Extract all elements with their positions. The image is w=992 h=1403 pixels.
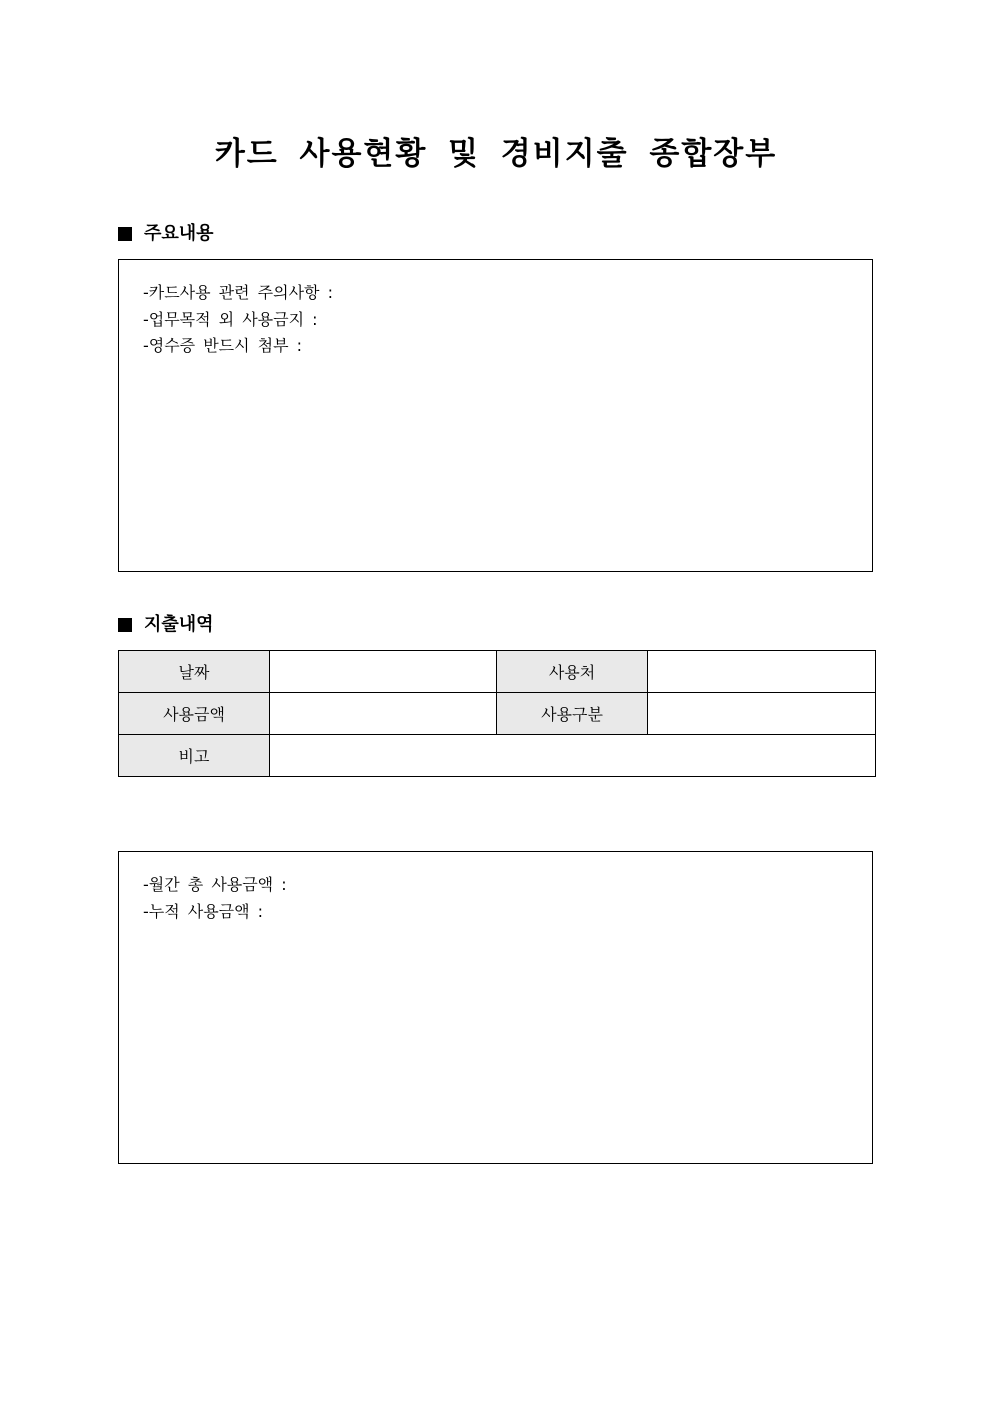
date-label: 날짜 [119,651,270,693]
totals-box[interactable] [118,851,873,1164]
summary-section-heading [118,222,214,246]
summary-line-card-notice: -카드사용 관련 주의사항 : [143,283,333,302]
summary-heading-text: 주요내용 [144,223,214,244]
square-bullet-icon [118,618,132,632]
totals-line-monthly: -월간 총 사용금액 : [143,875,287,894]
expense-table [118,650,876,777]
summary-box[interactable] [118,259,873,572]
square-bullet-icon [118,227,132,241]
summary-line-receipt: -영수증 반드시 첨부 : [143,336,303,355]
usage-type-field[interactable] [648,693,876,735]
totals-line-cumulative: -누적 사용금액 : [143,901,264,921]
table-row [119,651,876,693]
usage-type-label: 사용구분 [497,693,648,735]
page-title: 카드 사용현황 및 경비지출 종합장부 [214,136,778,172]
table-row [119,735,876,777]
remarks-label: 비고 [119,735,270,777]
summary-line-business-only: -업무목적 외 사용금지 : [143,309,318,329]
merchant-field[interactable] [648,651,876,693]
remarks-field[interactable] [270,735,876,777]
date-field[interactable] [270,651,497,693]
expense-heading-text: 지출내역 [144,614,214,635]
amount-label: 사용금액 [119,693,270,735]
expense-section-heading [118,613,214,637]
table-row [119,693,876,735]
merchant-label: 사용처 [497,651,648,693]
amount-field[interactable] [270,693,497,735]
